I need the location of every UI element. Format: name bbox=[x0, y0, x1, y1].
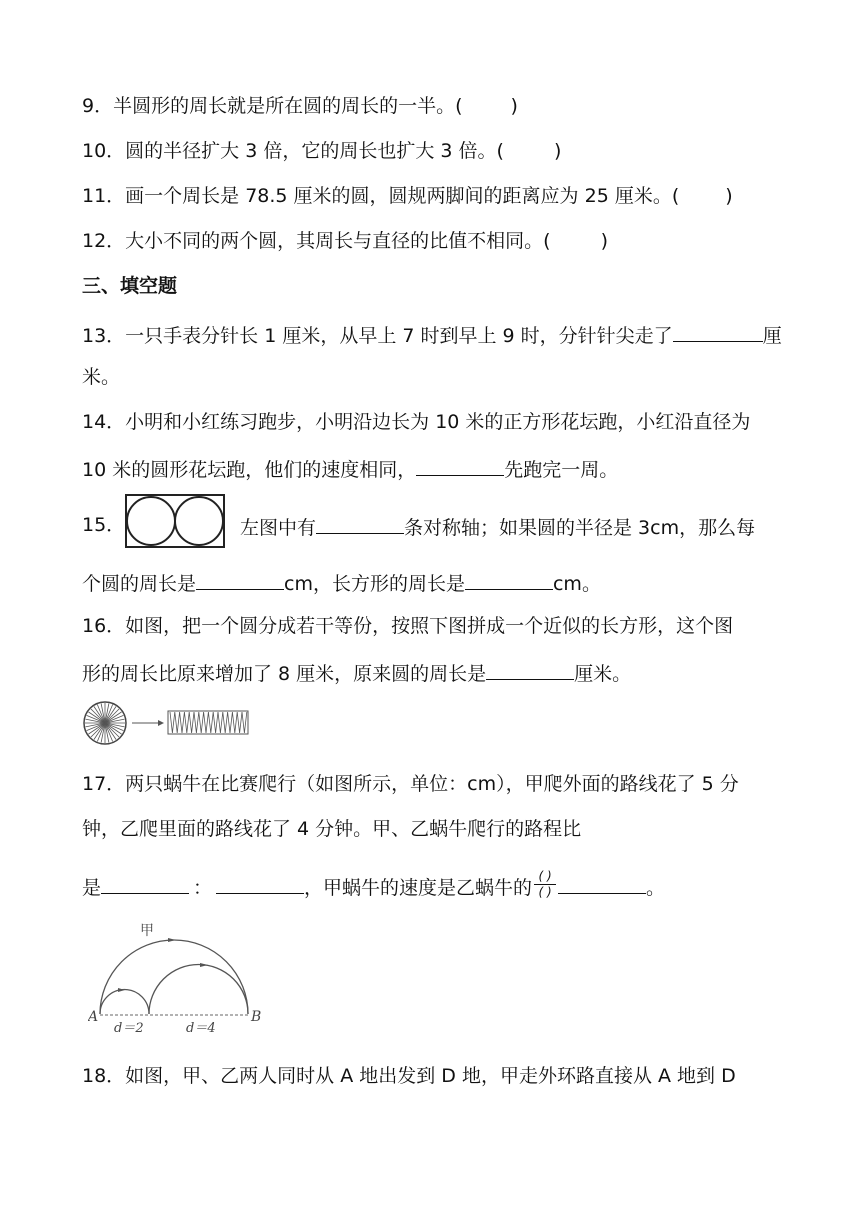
answer-blank[interactable] bbox=[216, 873, 304, 894]
question-13-cont: 米。 bbox=[82, 366, 121, 388]
arrow-icon bbox=[168, 938, 176, 942]
question-16: 16．如图，把一个圆分成若干等份，按照下图拼成一个近似的长方形，这个图 bbox=[82, 615, 734, 637]
fraction-placeholder[interactable] bbox=[534, 870, 556, 899]
question-11 bbox=[82, 184, 733, 208]
question-14-text: 10 米的圆形花坛跑，他们的速度相同， bbox=[82, 459, 417, 481]
question-17: 17．两只蜗牛在比赛爬行（如图所示，单位：cm），甲爬外面的路线花了 5 分 bbox=[82, 773, 739, 795]
question-13-text: 13．一只手表分针长 1 厘米，从早上 7 时到早上 9 时，分针针尖走了 bbox=[82, 325, 673, 347]
question-9-close: ) bbox=[510, 95, 518, 117]
question-15-number: 15． bbox=[82, 514, 126, 536]
answer-blank[interactable] bbox=[673, 321, 763, 342]
answer-blank[interactable] bbox=[486, 659, 574, 680]
question-17-end: 。 bbox=[646, 877, 666, 899]
answer-blank[interactable] bbox=[316, 513, 404, 534]
question-15-text-2: 条对称轴；如果圆的半径是 3cm，那么每 bbox=[404, 517, 756, 539]
question-17-cont-2 bbox=[82, 869, 666, 903]
question-10-close: ) bbox=[553, 140, 562, 162]
two-circles-in-rectangle-figure bbox=[124, 493, 226, 550]
circle-to-rectangle-figure bbox=[82, 700, 252, 748]
question-14-cont bbox=[82, 455, 618, 482]
question-14-end: 先跑完一周。 bbox=[504, 459, 619, 481]
question-11-text: 11．画一个周长是 78.5 厘米的圆，圆规两脚间的距离应为 25 厘米。( bbox=[82, 185, 680, 207]
question-16-text: 形的周长比原来增加了 8 厘米，原来圆的周长是 bbox=[82, 663, 487, 685]
question-17-text-2: ，甲蜗牛的速度是乙蜗牛的 bbox=[304, 877, 533, 899]
question-15-text: 左图中有 bbox=[240, 517, 317, 539]
question-10-text: 10．圆的半径扩大 3 倍，它的周长也扩大 3 倍。( bbox=[82, 140, 504, 162]
divided-circle-icon bbox=[84, 702, 126, 744]
outer-arc bbox=[100, 940, 248, 1014]
arrow-icon bbox=[118, 988, 125, 992]
answer-blank[interactable] bbox=[465, 569, 553, 590]
question-18: 18．如图，甲、乙两人同时从 A 地出发到 D 地，甲走外环路直接从 A 地到 D bbox=[82, 1065, 736, 1087]
question-12-close: ) bbox=[600, 230, 609, 252]
question-9-text: 9．半圆形的周长就是所在圆的周长的一半。( bbox=[82, 95, 463, 117]
question-15 bbox=[240, 513, 755, 540]
question-13-unit: 厘 bbox=[762, 325, 782, 347]
question-14: 14．小明和小红练习跑步，小明沿边长为 10 米的正方形花坛跑，小红沿直径为 bbox=[82, 411, 751, 433]
question-17-text: 是 bbox=[82, 877, 102, 899]
label-jia: 甲 bbox=[140, 923, 154, 939]
fraction-denominator: ( ) bbox=[538, 885, 552, 899]
question-10 bbox=[82, 139, 561, 163]
question-16-end: 厘米。 bbox=[574, 663, 632, 685]
section-3-title: 三、填空题 bbox=[82, 275, 178, 297]
question-11-close: ) bbox=[725, 185, 733, 207]
answer-blank[interactable] bbox=[416, 455, 504, 476]
question-16-cont bbox=[82, 659, 631, 686]
question-15-text-3: 个圆的周长是 bbox=[82, 573, 197, 595]
question-17-colon: ： bbox=[193, 877, 213, 899]
fraction-numerator: ( ) bbox=[538, 869, 552, 883]
label-a: A bbox=[88, 1009, 99, 1025]
question-12 bbox=[82, 229, 608, 253]
question-13 bbox=[82, 321, 782, 348]
question-15-cont bbox=[82, 569, 601, 596]
arrow-icon bbox=[132, 720, 164, 726]
answer-blank[interactable] bbox=[101, 873, 189, 894]
arrow-icon bbox=[200, 963, 208, 967]
question-15-text-4: cm，长方形的周长是 bbox=[284, 573, 465, 595]
medium-arc bbox=[149, 965, 248, 1014]
snail-path-figure bbox=[88, 920, 268, 1038]
label-d1: d＝2 bbox=[114, 1021, 144, 1036]
small-arc bbox=[100, 990, 149, 1015]
answer-blank[interactable] bbox=[196, 569, 284, 590]
approx-rectangle-icon bbox=[168, 711, 248, 734]
label-b: B bbox=[251, 1009, 262, 1025]
question-12-text: 12．大小不同的两个圆，其周长与直径的比值不相同。( bbox=[82, 230, 551, 252]
question-9 bbox=[82, 94, 518, 118]
label-d2: d＝4 bbox=[186, 1021, 216, 1036]
question-17-cont: 钟，乙爬里面的路线花了 4 分钟。甲、乙蜗牛爬行的路程比 bbox=[82, 818, 582, 840]
question-15-text-5: cm。 bbox=[552, 573, 601, 595]
answer-blank[interactable] bbox=[558, 873, 646, 894]
